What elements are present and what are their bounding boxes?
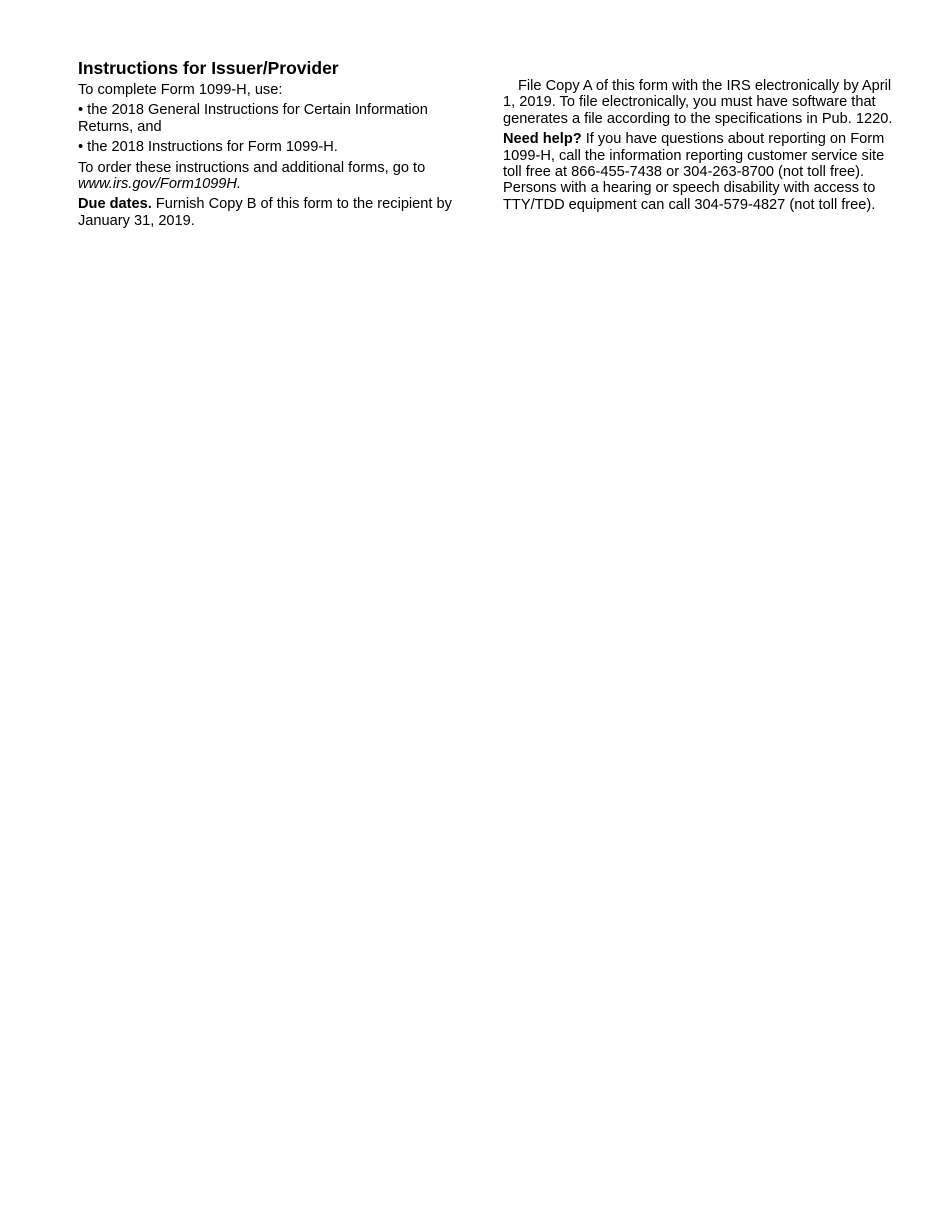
section-heading: Instructions for Issuer/Provider: [78, 58, 339, 78]
need-help-paragraph: [503, 131, 895, 213]
due-dates-label: Due dates.: [78, 196, 152, 213]
bullet-text-2: • the 2018 Instructions for Form 1099-H.: [78, 139, 338, 155]
bullet-general-instructions: [78, 102, 470, 135]
due-dates-text: Furnish Copy B of this form to the recipient by January 31, 2019.: [78, 196, 452, 229]
need-help-text: If you have questions about reporting on Form 1099-H, call the information reporting customer service site toll free at 866-455-7438 or 304-263-8700 (not toll free). Persons with a hearing or speech disability with access to TTY/TDD equipment can call 304-579-4827 (not toll free).: [503, 131, 885, 213]
issuer-instructions-column: [78, 58, 470, 233]
need-help-label: Need help?: [503, 131, 582, 148]
bullet-form-instructions: [78, 139, 470, 155]
filing-help-column: [503, 78, 895, 217]
file-copy-a-paragraph: File Copy A of this form with the IRS electronically by April 1, 2019. To file electronically, you must have software that generates a file according to the specifications in Pub. 1220.: [503, 78, 893, 127]
order-paragraph: [78, 160, 470, 193]
form-link[interactable]: www.irs.gov/Form1099H.: [78, 176, 242, 193]
intro-text: To complete Form 1099-H, use:: [78, 82, 283, 98]
due-dates-paragraph: [78, 196, 470, 229]
order-text: To order these instructions and additional forms, go to: [78, 159, 426, 176]
bullet-text-1: • the 2018 General Instructions for Certain Information Returns, and: [78, 102, 428, 134]
